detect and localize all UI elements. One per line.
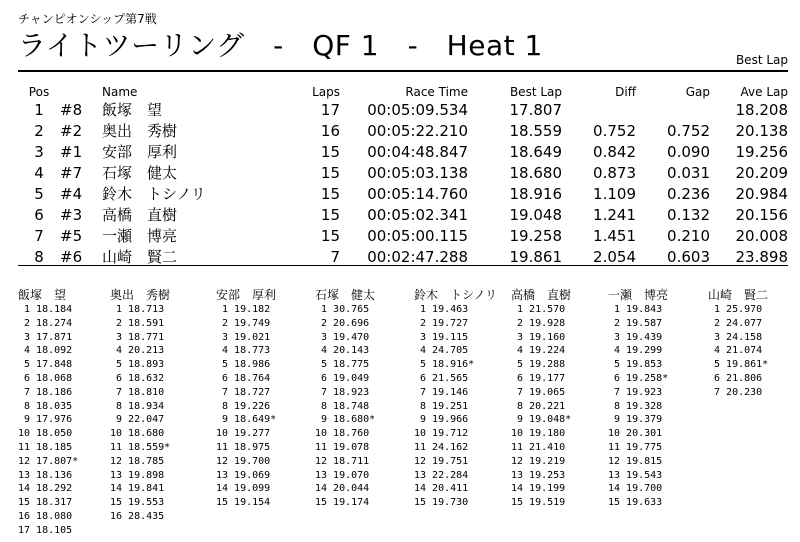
- result-laps: 15: [320, 142, 340, 161]
- lap-time-entry: 6 18.764: [216, 372, 271, 384]
- lap-time-entry: 11 24.162: [414, 441, 469, 453]
- lap-time-entry: 10 18.680: [110, 428, 165, 440]
- lap-column: [315, 286, 413, 510]
- lap-time-entry: 2 18.274: [18, 317, 73, 329]
- lap-time-entry: 4 18.773: [216, 345, 271, 357]
- lap-time-entry: 11 21.410: [511, 441, 566, 453]
- lap-time-entry: 6 19.177: [511, 372, 566, 384]
- lap-column-driver-name: 奥出 秀樹: [110, 288, 171, 302]
- lap-time-entry: 2 19.749: [216, 317, 271, 329]
- col-race-time: Race Time: [405, 84, 468, 99]
- lap-time-entry: 3 19.115: [414, 331, 469, 343]
- lap-time-entry: 7 19.923: [608, 386, 663, 398]
- result-ave-lap: 23.898: [735, 247, 788, 266]
- result-diff: 0.873: [593, 163, 636, 182]
- lap-time-entry: 14 19.099: [216, 483, 271, 495]
- lap-time-entry: 17 18.105: [18, 524, 73, 536]
- result-laps: 17: [320, 100, 340, 119]
- lap-time-entry: 7 19.065: [511, 386, 566, 398]
- lap-column-driver-name: 安部 厚利: [216, 288, 277, 302]
- lap-time-entry: 7 20.230: [708, 386, 763, 398]
- result-ave-lap: 20.138: [735, 121, 788, 140]
- lap-time-entry: 8 20.221: [511, 400, 566, 412]
- lap-time-entry: 2 20.696: [315, 317, 370, 329]
- result-pos: 7: [34, 226, 44, 245]
- lap-time-entry: 15 19.154: [216, 497, 271, 509]
- lap-time-entry: 13 19.543: [608, 469, 663, 481]
- lap-time-entry: 11 19.775: [608, 441, 663, 453]
- result-gap: 0.132: [667, 205, 710, 224]
- lap-time-entry: 13 19.070: [315, 469, 370, 481]
- lap-time-entry: 7 18.727: [216, 386, 271, 398]
- result-race-time: 00:05:22.210: [367, 121, 468, 140]
- result-race-time: 00:04:48.847: [367, 142, 468, 161]
- result-diff: 0.842: [593, 142, 636, 161]
- col-pos: Pos: [28, 84, 50, 99]
- result-laps: 7: [330, 247, 340, 266]
- col-diff: Diff: [615, 84, 636, 99]
- lap-column: [708, 286, 800, 400]
- lap-time-entry: 10 18.050: [18, 428, 73, 440]
- result-driver-name: 一瀬 博亮: [102, 227, 178, 245]
- lap-column-driver-name: 山崎 賢二: [708, 288, 769, 302]
- lap-time-entry: 10 18.760: [315, 428, 370, 440]
- col-best-lap: Best Lap: [509, 84, 562, 99]
- results-table: [18, 84, 788, 267]
- result-driver-name: 飯塚 望: [102, 101, 163, 119]
- lap-column: [110, 286, 208, 524]
- lap-time-entry: 3 17.871: [18, 331, 73, 343]
- lap-time-entry: 10 19.277: [216, 428, 271, 440]
- lap-time-entry: 8 18.748: [315, 400, 370, 412]
- page-subtitle: チャンピオンシップ第7戦: [18, 12, 157, 26]
- lap-time-entry: 2 18.591: [110, 317, 165, 329]
- lap-time-entry: 7 18.923: [315, 386, 370, 398]
- lap-column: [511, 286, 609, 510]
- lap-time-entry: 12 18.711: [315, 455, 370, 467]
- result-ave-lap: 20.209: [735, 163, 788, 182]
- lap-time-entry: 2 19.727: [414, 317, 469, 329]
- lap-time-entry: 5 18.893: [110, 359, 165, 371]
- result-row: [18, 225, 788, 246]
- result-car-number: #5: [60, 226, 83, 245]
- lap-time-entry: 4 19.224: [511, 345, 566, 357]
- result-laps: 16: [320, 121, 340, 140]
- result-row: [18, 162, 788, 183]
- result-best-lap: 18.680: [509, 163, 562, 182]
- lap-time-entry: 3 18.771: [110, 331, 165, 343]
- result-driver-name: 石塚 健太: [102, 164, 178, 182]
- result-diff: 1.109: [593, 184, 636, 203]
- lap-time-entry: 5 18.916*: [414, 359, 475, 371]
- lap-time-entry: 15 19.174: [315, 497, 370, 509]
- result-race-time: 00:05:00.115: [367, 226, 468, 245]
- result-row: [18, 183, 788, 204]
- result-gap: 0.752: [667, 121, 710, 140]
- result-row: [18, 141, 788, 162]
- lap-time-entry: 12 19.700: [216, 455, 271, 467]
- lap-column-driver-name: 飯塚 望: [18, 288, 67, 302]
- lap-time-entry: 14 18.292: [18, 483, 73, 495]
- lap-time-entry: 4 20.143: [315, 345, 370, 357]
- lap-time-entry: 16 28.435: [110, 510, 165, 522]
- lap-time-entry: 15 18.317: [18, 497, 73, 509]
- result-race-time: 00:02:47.288: [367, 247, 468, 266]
- result-laps: 15: [320, 205, 340, 224]
- result-diff: [562, 99, 636, 120]
- result-gap: 0.603: [667, 247, 710, 266]
- lap-time-entry: 5 19.288: [511, 359, 566, 371]
- lap-time-entry: 8 18.934: [110, 400, 165, 412]
- result-best-lap: 19.861: [509, 247, 562, 266]
- lap-time-entry: 11 18.975: [216, 441, 271, 453]
- lap-time-entry: 14 19.841: [110, 483, 165, 495]
- result-ave-lap: 18.208: [735, 100, 788, 119]
- lap-time-entry: 5 19.861*: [708, 359, 769, 371]
- lap-time-entry: 1 19.182: [216, 304, 271, 315]
- lap-time-entry: 11 18.185: [18, 441, 73, 453]
- lap-time-entry: 15 19.553: [110, 497, 165, 509]
- lap-time-entry: 8 19.226: [216, 400, 271, 412]
- results-header-row: [18, 84, 788, 99]
- result-pos: 5: [34, 184, 44, 203]
- result-car-number: #3: [60, 205, 83, 224]
- lap-time-entry: 9 22.047: [110, 414, 165, 426]
- lap-time-entry: 2 19.587: [608, 317, 663, 329]
- lap-time-entry: 15 19.519: [511, 497, 566, 509]
- lap-time-entry: 6 19.258*: [608, 372, 669, 384]
- result-best-lap: 17.807: [509, 100, 562, 119]
- result-laps: 15: [320, 226, 340, 245]
- lap-time-entry: 1 19.463: [414, 304, 469, 315]
- result-driver-name: 山崎 賢二: [102, 248, 178, 266]
- lap-time-entry: 14 19.700: [608, 483, 663, 495]
- lap-time-entry: 14 19.199: [511, 483, 566, 495]
- lap-time-entry: 13 19.898: [110, 469, 165, 481]
- lap-time-entry: 11 18.559*: [110, 441, 171, 453]
- lap-time-entry: 12 19.815: [608, 455, 663, 467]
- col-gap: Gap: [685, 84, 710, 99]
- best-lap-header-label: Best Lap: [735, 53, 788, 67]
- lap-time-entry: 4 19.299: [608, 345, 663, 357]
- lap-column: [414, 286, 512, 510]
- lap-time-entry: 9 18.680*: [315, 414, 376, 426]
- result-row: [18, 204, 788, 225]
- lap-time-entry: 12 18.785: [110, 455, 165, 467]
- lap-time-entry: 7 19.146: [414, 386, 469, 398]
- lap-time-entry: 1 30.765: [315, 304, 370, 315]
- result-gap: 0.031: [667, 163, 710, 182]
- lap-column-driver-name: 高橋 直樹: [511, 288, 572, 302]
- lap-time-entry: 14 20.411: [414, 483, 469, 495]
- result-diff: 1.241: [593, 205, 636, 224]
- lap-column: [608, 286, 706, 510]
- lap-time-entry: 9 19.379: [608, 414, 663, 426]
- lap-time-entry: 13 19.069: [216, 469, 271, 481]
- lap-time-entry: 8 19.328: [608, 400, 663, 412]
- title-divider: [18, 70, 788, 72]
- result-gap: 0.236: [667, 184, 710, 203]
- lap-time-entry: 15 19.730: [414, 497, 469, 509]
- lap-time-entry: 5 17.848: [18, 359, 73, 371]
- result-gap: 0.210: [667, 226, 710, 245]
- lap-time-entry: 4 20.213: [110, 345, 165, 357]
- lap-time-entry: 4 21.074: [708, 345, 763, 357]
- result-pos: 6: [34, 205, 44, 224]
- lap-time-entry: 6 21.806: [708, 372, 763, 384]
- lap-time-entry: 12 19.219: [511, 455, 566, 467]
- result-ave-lap: 19.256: [735, 142, 788, 161]
- lap-time-entry: 13 22.284: [414, 469, 469, 481]
- col-number: [60, 84, 102, 99]
- lap-time-entry: 3 19.439: [608, 331, 663, 343]
- result-car-number: #2: [60, 121, 83, 140]
- lap-time-entry: 4 24.705: [414, 345, 469, 357]
- result-best-lap: 19.258: [509, 226, 562, 245]
- result-laps: 15: [320, 184, 340, 203]
- lap-time-entry: 4 18.092: [18, 345, 73, 357]
- result-driver-name: 高橋 直樹: [102, 206, 178, 224]
- result-car-number: #8: [60, 100, 83, 119]
- result-best-lap: 19.048: [509, 205, 562, 224]
- result-race-time: 00:05:03.138: [367, 163, 468, 182]
- lap-time-entry: 9 18.649*: [216, 414, 277, 426]
- lap-time-entry: 3 19.021: [216, 331, 271, 343]
- result-best-lap: 18.916: [509, 184, 562, 203]
- lap-time-entry: 16 18.080: [18, 510, 73, 522]
- result-ave-lap: 20.984: [735, 184, 788, 203]
- lap-column-driver-name: 石塚 健太: [315, 288, 376, 302]
- result-row: [18, 99, 788, 120]
- lap-time-entry: 12 17.807*: [18, 455, 79, 467]
- lap-time-entry: 1 21.570: [511, 304, 566, 315]
- lap-time-entry: 1 19.843: [608, 304, 663, 315]
- lap-time-entry: 8 18.035: [18, 400, 73, 412]
- lap-time-entry: 15 19.633: [608, 497, 663, 509]
- page-title: ライトツーリング - QF 1 - Heat 1: [18, 29, 543, 62]
- lap-time-entry: 6 18.068: [18, 372, 73, 384]
- lap-time-entry: 2 24.077: [708, 317, 763, 329]
- lap-time-entry: 9 19.048*: [511, 414, 572, 426]
- result-pos: 1: [34, 100, 44, 119]
- result-row: [18, 246, 788, 267]
- result-gap: [636, 99, 710, 120]
- lap-time-entry: 9 17.976: [18, 414, 73, 426]
- result-diff: 2.054: [593, 247, 636, 266]
- lap-time-entry: 6 21.565: [414, 372, 469, 384]
- lap-time-entry: 10 19.180: [511, 428, 566, 440]
- lap-column-driver-name: 鈴木 トシノリ: [414, 288, 498, 302]
- result-race-time: 00:05:14.760: [367, 184, 468, 203]
- lap-time-entry: 2 19.928: [511, 317, 566, 329]
- result-diff: 0.752: [593, 121, 636, 140]
- result-car-number: #4: [60, 184, 83, 203]
- lap-time-entry: 13 18.136: [18, 469, 73, 481]
- result-laps: 15: [320, 163, 340, 182]
- result-best-lap: 18.559: [509, 121, 562, 140]
- result-car-number: #1: [60, 142, 83, 161]
- result-best-lap: 18.649: [509, 142, 562, 161]
- lap-time-entry: 8 19.251: [414, 400, 469, 412]
- result-race-time: 00:05:09.534: [367, 100, 468, 119]
- result-driver-name: 鈴木 トシノリ: [102, 185, 206, 203]
- result-ave-lap: 20.008: [735, 226, 788, 245]
- result-driver-name: 奥出 秀樹: [102, 122, 178, 140]
- result-gap: 0.090: [667, 142, 710, 161]
- lap-time-entry: 1 25.970: [708, 304, 763, 315]
- result-pos: 8: [34, 247, 44, 266]
- lap-time-entry: 9 19.966: [414, 414, 469, 426]
- lap-time-entry: 1 18.713: [110, 304, 165, 315]
- lap-time-entry: 12 19.751: [414, 455, 469, 467]
- result-race-time: 00:05:02.341: [367, 205, 468, 224]
- lap-time-entry: 5 18.986: [216, 359, 271, 371]
- result-car-number: #6: [60, 247, 83, 266]
- lap-time-entry: 5 18.775: [315, 359, 370, 371]
- lap-time-entry: 3 19.160: [511, 331, 566, 343]
- lap-time-entry: 11 19.078: [315, 441, 370, 453]
- section-divider: [18, 265, 788, 266]
- result-ave-lap: 20.156: [735, 205, 788, 224]
- lap-time-entry: 7 18.810: [110, 386, 165, 398]
- result-row: [18, 120, 788, 141]
- lap-time-entry: 6 19.049: [315, 372, 370, 384]
- lap-column-driver-name: 一瀬 博亮: [608, 288, 669, 302]
- lap-time-entry: 14 20.044: [315, 483, 370, 495]
- lap-column: [18, 286, 116, 538]
- result-diff: 1.451: [593, 226, 636, 245]
- result-pos: 2: [34, 121, 44, 140]
- result-pos: 3: [34, 142, 44, 161]
- lap-time-entry: 13 19.253: [511, 469, 566, 481]
- lap-column: [216, 286, 314, 510]
- lap-time-entry: 7 18.186: [18, 386, 73, 398]
- lap-time-entry: 5 19.853: [608, 359, 663, 371]
- col-name: Name: [102, 84, 138, 99]
- lap-time-entry: 3 19.470: [315, 331, 370, 343]
- lap-time-entry: 6 18.632: [110, 372, 165, 384]
- result-pos: 4: [34, 163, 44, 182]
- lap-time-entry: 10 19.712: [414, 428, 469, 440]
- col-laps: Laps: [312, 84, 340, 99]
- lap-time-entry: 3 24.158: [708, 331, 763, 343]
- lap-time-entry: 10 20.301: [608, 428, 663, 440]
- col-ave-lap: Ave Lap: [740, 84, 788, 99]
- result-car-number: #7: [60, 163, 83, 182]
- result-driver-name: 安部 厚利: [102, 143, 178, 161]
- lap-time-entry: 1 18.184: [18, 304, 73, 315]
